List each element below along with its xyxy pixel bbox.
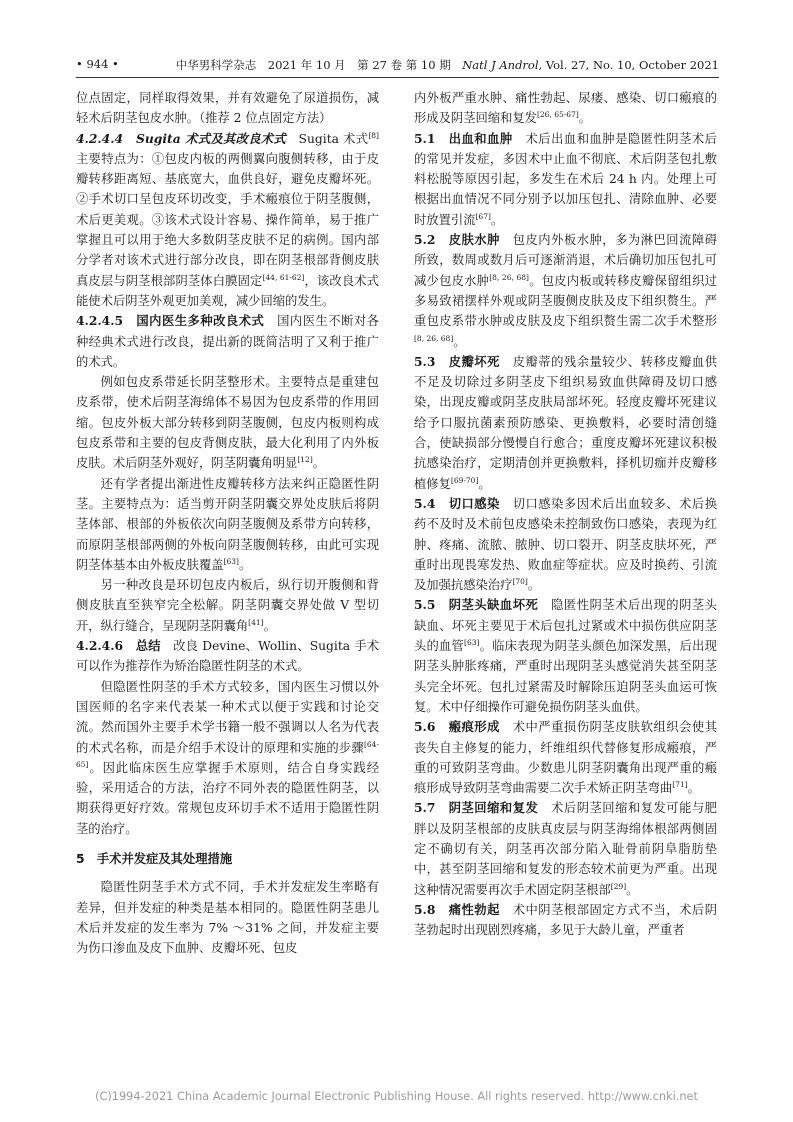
citation: [71] — [672, 780, 688, 789]
page-number: • 944 • — [76, 57, 119, 71]
section-5-3: 5.3 皮瓣坏死 皮瓣蒂的残余量较少、转移皮瓣血供不足及切除过多阴茎皮下组织易致血供障碍及切口感染，出现皮瓣或阴茎皮肤局部坏死。轻度皮瓣坏死建议给予口服抗菌素预防感染、更换敷料，必要时清创缝合，使缺损部分慢慢自行愈合；重度皮瓣坏死建议积极抗感染治疗，定期清创并更换敷料，择机切痂并皮瓣移植修复[69-70]。 — [414, 353, 717, 491]
paragraph: 内外板严重水肿、痛性勃起、尿瘘、感染、切口瘢痕的形成及阴茎回缩和复发[26, 65-67]。 — [414, 91, 717, 126]
volume-en: , Vol. 27, No. 10, October 2021 — [538, 58, 719, 72]
citation: [63] — [223, 556, 239, 566]
section-5-7: 5.7 阴茎回缩和复发 术后阴茎回缩和复发可能与肥胖以及阴茎根部的皮肤真皮层与阴茎海绵体根部两侧固定不确切有关，阴茎再次部分陷入耻骨前阴阜脂肪垫中，甚至阴茎回缩和复发的形态较术前更为严重。出现这种情况需要再次手术固定阴茎根部[29]。 — [414, 800, 717, 897]
citation: [29] — [610, 881, 627, 891]
left-column — [76, 88, 379, 958]
paragraph: 还有学者提出渐进性皮瓣转移方法来纠正隐匿性阴茎。主要特点为：适当剪开阴茎阴囊交界处皮肤后将阴茎体部、根部的外板依次向阴茎腹侧及系带方向转移，而原阴茎根部两侧的外板向阴茎腹侧转移，由此可实现阴茎体基本由外板皮肤覆盖[63]。 — [76, 476, 379, 572]
subsection-heading: 4.2.4.4 Sugita 术式及其改良术式 — [76, 130, 286, 146]
section-5-6: 5.6 瘢痕形成 术中严重损伤阴茎皮肤软组织会使其丧失自主修复的能力，纤维组织代替修复形成瘢痕，严重的可致阴茎弯曲。少数患儿阴茎阴囊角出现严重的瘢痕形成导致阴茎弯曲需要二次手术矫正阴茎弯曲[71]。 — [414, 719, 717, 796]
citation: [69-70] — [450, 475, 479, 485]
citation: [70] — [512, 577, 528, 587]
paragraph: 另一种改良是环切包皮内板后，纵行切开腹侧和背侧皮肤直至狭窄完全松解。阴茎阴囊交界处做 V 型切开，纵行缝合，呈现阴茎阴囊角[41]。 — [76, 578, 379, 633]
section-5-1: 5.1 出血和血肿 术后出血和血肿是隐匿性阴茎术后的常见并发症，多因术中止血不彻底、术后阴茎包扎敷料松脱等原因引起，多发生在术后 24 h 内。处理上可根据出血情况不同分别予以加压包扎、清除血肿、必要时放置引流[67]。 — [414, 130, 717, 227]
volume-cn: 第 27 卷 第 10 期 — [357, 58, 451, 72]
citation: [67] — [475, 211, 491, 221]
subsection-heading: 5.3 皮瓣坏死 — [414, 353, 500, 369]
copyright-footer: (C)1994-2021 China Academic Journal Electronic Publishing House. All rights reserved. http://www.cnki.net — [95, 1090, 698, 1103]
citation: [8, 26, 68] — [414, 333, 454, 343]
header-rule — [76, 77, 719, 78]
citation: [8, 26, 68] — [489, 272, 529, 282]
subsection-heading: 5.1 出血和血肿 — [414, 130, 513, 146]
citation: [44, 61-62] — [262, 272, 305, 282]
section-5-8: 5.8 痛性勃起 术中阴茎根部固定方式不当，术后阴茎勃起时出现剧烈疼痛，多见于大龄儿童，严重者 — [414, 901, 717, 938]
journal-name-cn: 中华男科学杂志 — [175, 58, 257, 72]
citation: [63] — [464, 637, 480, 647]
journal-info — [176, 57, 719, 73]
citation: [8] — [368, 130, 379, 140]
journal-name-en: Natl J Androl — [462, 58, 539, 72]
citation: [64-65] — [76, 739, 379, 769]
subsection-heading: 4.2.4.6 总结 — [76, 638, 161, 654]
citation: [12] — [297, 455, 313, 465]
section-5-4: 5.4 切口感染 切口感染多因术后出血较多、术后换药不及时及术前包皮感染未控制致伤口感染，表现为红肿、疼痛、流脓、脓肿、切口裂开、阴茎皮肤坏死，严重时出现畏寒发热、败血症等症状。应及时换药、引流及加强抗感染治疗[70]。 — [414, 495, 717, 593]
right-column — [414, 88, 717, 940]
section-heading: 5 手术并发症及其处理措施 — [76, 851, 233, 866]
paragraph: 隐匿性阴茎手术方式不同，手术并发症发生率略有差异，但并发症的种类是基本相同的。隐匿性阴茎患儿术后并发症的发生率为 7% ～31% 之间，并发症主要为伤口渗血及皮下血肿、皮瓣坏死、包皮 — [76, 880, 379, 956]
subsection-heading: 5.5 阴茎头缺血坏死 — [414, 597, 539, 613]
citation: [41] — [248, 617, 264, 627]
citation: [26, 65-67] — [536, 110, 579, 120]
section-5-2: 5.2 皮肤水肿 包皮内外板水肿，多为淋巴回流障碍所致，数周或数月后可逐渐消退，术后确切加压包扎可减少包皮水肿[8, 26, 68]。包皮内板或转移皮瓣保留组织过多易致裙摆样外观或阴茎腹侧皮肤及皮下组织赘生。严重包皮系带水肿或皮肤及皮下组织赘生需二次手术整形[8, 26, 68]。 — [414, 232, 717, 349]
paragraph: 位点固定，同样取得效果，并有效避免了尿道损伤，减轻术后阴茎包皮水肿。（推荐 2 位点固定方法） — [76, 91, 379, 126]
section-5-5: 5.5 阴茎头缺血坏死 隐匿性阴茎术后出现的阴茎头缺血、坏死主要见于术后包扎过紧或术中损伤供应阴茎头的血管[63]。临床表现为阴茎头颜色加深发黑，后出现阴茎头肿胀疼痛，严重时出现阴茎头感觉消失甚至阴茎头完全坏死。包扎过紧需及时解除压迫阴茎头血运可恢复。术中仔细操作可避免损伤阴茎头血供。 — [414, 597, 717, 714]
subsection-heading: 5.8 痛性勃起 — [414, 901, 500, 917]
subsection-heading: 5.2 皮肤水肿 — [414, 232, 500, 248]
subsection-heading: 5.4 切口感染 — [414, 495, 500, 511]
subsection-heading: 5.7 阴茎回缩和复发 — [414, 800, 539, 816]
paragraph: 但隐匿性阴茎的手术方式较多，国内医生习惯以外国医师的名字来代表某一种术式以便于实践和讨论交流。然而国外主要手术学书籍一般不强调以人名为代表的术式名称，而是介绍手术设计的原理和实施的步骤[64-65]。因此临床医生应掌握手术原则，结合自身实践经验，采用适合的方法，治疗不同外表的隐匿性阴茎，以期获得更好疗效。常规包皮环切手术不适用于隐匿性阴茎的治疗。 — [76, 679, 379, 836]
subsection-heading: 4.2.4.5 国内医生多种改良术式 — [76, 313, 265, 329]
issue-date-cn: 2021 年 10 月 — [267, 58, 346, 72]
running-header — [76, 55, 719, 75]
section-4-2-4-6: 4.2.4.6 总结 改良 Devine、Wollin、Sugita 手术可以作为推荐作为矫治隐匿性阴茎的术式。 — [76, 638, 379, 674]
paragraph: 例如包皮系带延长阴茎整形术。主要特点是重建包皮系带，使术后阴茎海绵体不易因为包皮系带的作用回缩。包皮外板大部分转移到阴茎腹侧，包皮内板则构成包皮系带和主要的包皮背侧皮肤，最大化利用了内外板皮肤。术后阴茎外观好，阴茎阴囊角明显[12]。 — [76, 375, 379, 471]
section-4-2-4-4: 4.2.4.4 Sugita 术式及其改良术式 Sugita 术式[8] 主要特点为：①包皮内板的两侧翼向腹侧转移，由于皮瓣转移距离短、基底宽大，血供良好，避免皮瓣坏死。②手术切口呈包皮环切改变，手术瘢痕位于阴茎腹侧，术后更美观。③该术式设计容易、操作简单，易于推广掌握且可以用于绝大多数阴茎皮肤不足的病例。国内部分学者对该术式进行部分改良，即在阴茎根部背侧皮肤真皮层与阴茎根部阴茎体白膜固定[44, 61-62]，该改良术式能使术后阴茎外观更加美观，减少回缩的发生。 — [76, 130, 379, 308]
section-4-2-4-5: 4.2.4.5 国内医生多种改良术式 国内医生不断对各种经典术式进行改良，提出新的既简洁明了又利于推广的术式。 — [76, 313, 379, 369]
subsection-heading: 5.6 瘢痕形成 — [414, 719, 500, 735]
